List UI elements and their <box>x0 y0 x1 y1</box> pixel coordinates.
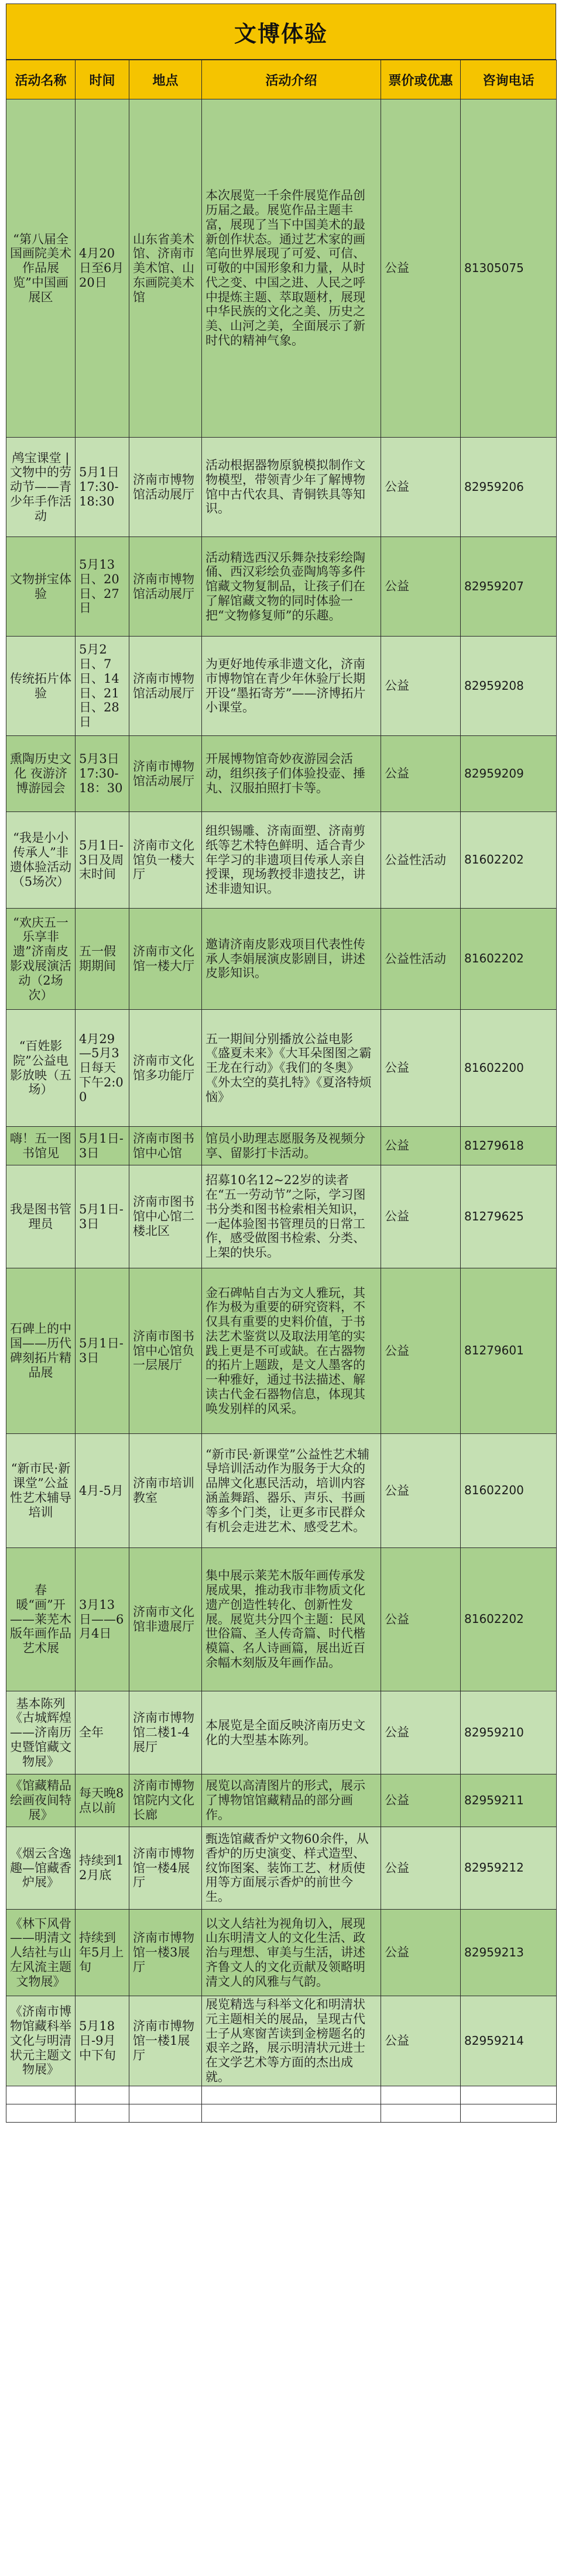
cell-fee: 公益 <box>381 1268 461 1434</box>
empty-cell <box>76 2104 129 2122</box>
cell-name: “百姓影院”公益电影放映（五场） <box>6 1010 76 1127</box>
cell-place: 济南市文化馆一楼大厅 <box>129 909 202 1010</box>
page-title: 文博体验 <box>6 4 556 60</box>
cell-place: 济南市博物馆一楼1展厅 <box>129 1996 202 2086</box>
cell-fee: 公益 <box>381 1165 461 1268</box>
cell-time: 4月-5月 <box>76 1434 129 1548</box>
empty-cell <box>461 2104 557 2122</box>
cell-name: “欢庆五一 乐享非遗”济南皮影戏展演活动（2场次） <box>6 909 76 1010</box>
cell-fee: 公益 <box>381 1691 461 1774</box>
table-row <box>6 637 557 736</box>
empty-cell <box>129 2104 202 2122</box>
cell-place: 济南市博物馆一楼4展厅 <box>129 1827 202 1910</box>
table-row <box>6 1996 557 2086</box>
header-intro: 活动介绍 <box>202 60 381 99</box>
empty-cell <box>202 2086 381 2104</box>
cell-tel: 81279625 <box>461 1165 557 1268</box>
cell-place: 济南市博物馆二楼1-4展厅 <box>129 1691 202 1774</box>
cell-name: “新市民·新课堂”公益性艺术辅导培训 <box>6 1434 76 1548</box>
cell-fee: 公益 <box>381 438 461 537</box>
table-header-row <box>6 60 557 99</box>
cell-name: 我是图书管理员 <box>6 1165 76 1268</box>
cell-time: 每天晚8点以前 <box>76 1774 129 1827</box>
cell-tel: 82959212 <box>461 1827 557 1910</box>
cell-name: 嗨！五一图书馆见 <box>6 1127 76 1165</box>
cell-name: 传统拓片体验 <box>6 637 76 736</box>
cell-fee: 公益 <box>381 1548 461 1691</box>
cell-intro: 为更好地传承非遗文化，济南市博物馆在青少年休验厅长期开设“墨拓寄芳”——济博拓片小课堂。 <box>202 637 381 736</box>
table-row <box>6 1268 557 1434</box>
table-row <box>6 438 557 537</box>
cell-intro: 活动根据器物原貌模拟制作文物模型，带领青少年了解博物馆中古代农具、青铜铁具等知识。 <box>202 438 381 537</box>
table-row <box>6 1127 557 1165</box>
cell-time: 持续到年5月上旬 <box>76 1910 129 1996</box>
empty-row <box>6 2086 557 2104</box>
cell-tel: 81602200 <box>461 1434 557 1548</box>
cell-time: 持续到12月底 <box>76 1827 129 1910</box>
events-table <box>6 60 557 2123</box>
cell-fee: 公益 <box>381 736 461 812</box>
cell-time: 5月13日、20日、27日 <box>76 537 129 637</box>
cell-name: 石碑上的中国——历代碑刻拓片精品展 <box>6 1268 76 1434</box>
cell-time: 5月18日-9月中下旬 <box>76 1996 129 2086</box>
empty-cell <box>76 2086 129 2104</box>
cell-name: “我是小小传承人”非遗体验活动（5场次） <box>6 812 76 909</box>
table-row <box>6 812 557 909</box>
cell-name: 《济南市博物馆藏科举文化与明清状元主题文物展》 <box>6 1996 76 2086</box>
cell-tel: 81279601 <box>461 1268 557 1434</box>
cell-fee: 公益 <box>381 1434 461 1548</box>
cell-place: 济南市博物馆活动展厅 <box>129 736 202 812</box>
cell-time: 全年 <box>76 1691 129 1774</box>
header-name: 活动名称 <box>6 60 76 99</box>
cell-tel: 82959214 <box>461 1996 557 2086</box>
cell-time: 4月29—5月3日每天下午2:00 <box>76 1010 129 1127</box>
cell-place: 济南市博物馆活动展厅 <box>129 637 202 736</box>
table-row <box>6 1165 557 1268</box>
cell-time: 4月20日至6月20日 <box>76 99 129 438</box>
cell-intro: 馆员小助理志愿服务及视频分享、留影打卡活动。 <box>202 1127 381 1165</box>
cell-place: 山东省美术馆、济南市美术馆、山东画院美术馆 <box>129 99 202 438</box>
cell-intro: 五一期间分别播放公益电影《盛夏未来》《大耳朵图图之霸王龙在行动》《我们的冬奥》《外太空的莫扎特》《夏洛特烦恼》 <box>202 1010 381 1127</box>
table-row <box>6 537 557 637</box>
cell-intro: 邀请济南皮影戏项目代表性传承人李娟展演皮影剧目，讲述皮影知识。 <box>202 909 381 1010</box>
cell-intro: 甄选馆藏香炉文物60余件，从香炉的历史演变、样式造型、纹饰图案、装饰工艺、材质使用等方面展示香炉的前世今生。 <box>202 1827 381 1910</box>
table-body <box>6 99 557 2123</box>
cell-tel: 82959208 <box>461 637 557 736</box>
cell-time: 5月1日17:30-18:30 <box>76 438 129 537</box>
table-row <box>6 99 557 438</box>
cell-fee: 公益 <box>381 1774 461 1827</box>
cell-fee: 公益 <box>381 1910 461 1996</box>
empty-cell <box>129 2086 202 2104</box>
cell-place: 济南市培训教室 <box>129 1434 202 1548</box>
cell-fee: 公益性活动 <box>381 909 461 1010</box>
cell-intro: 展览以高清图片的形式，展示了博物馆馆藏精品的部分画作。 <box>202 1774 381 1827</box>
cell-intro: 招募10名12~22岁的读者在“五一劳动节”之际，学习图书分类和图书检索相关知识，一起体验图书管理员的日常工作，感受做图书检索、分类、上架的快乐。 <box>202 1165 381 1268</box>
header-place: 地点 <box>129 60 202 99</box>
header-tel: 咨询电话 <box>461 60 557 99</box>
cell-fee: 公益 <box>381 99 461 438</box>
cell-tel: 82959211 <box>461 1774 557 1827</box>
cell-intro: “新市民·新课堂”公益性艺术辅导培训活动作为服务于大众的品牌文化惠民活动，培训内容涵盖舞蹈、器乐、声乐、书画等多个门类，让更多市民群众有机会走进艺术、感受艺术。 <box>202 1434 381 1548</box>
cell-time: 5月1日-3日 <box>76 1127 129 1165</box>
cell-fee: 公益 <box>381 537 461 637</box>
header-time: 时间 <box>76 60 129 99</box>
cell-time: 5月1日-3日及周末时间 <box>76 812 129 909</box>
cell-tel: 81602202 <box>461 812 557 909</box>
cell-place: 济南市图书馆中心馆负一层展厅 <box>129 1268 202 1434</box>
cell-tel: 81602200 <box>461 1010 557 1127</box>
cell-place: 济南市文化馆负一楼大厅 <box>129 812 202 909</box>
cell-name: 熏陶历史文化 夜游济博游园会 <box>6 736 76 812</box>
cell-place: 济南市图书馆中心馆 <box>129 1127 202 1165</box>
cell-name: “第八届全国画院美术作品展览”中国画展区 <box>6 99 76 438</box>
cell-tel: 81602202 <box>461 1548 557 1691</box>
cell-tel: 82959207 <box>461 537 557 637</box>
events-sheet <box>6 4 556 2123</box>
cell-name: 春暖“画”开——莱芜木版年画作品艺术展 <box>6 1548 76 1691</box>
empty-cell <box>461 2086 557 2104</box>
table-row <box>6 1827 557 1910</box>
cell-name: 《馆藏精品绘画夜间特展》 <box>6 1774 76 1827</box>
cell-time: 3月13日——6月4日 <box>76 1548 129 1691</box>
cell-intro: 以文人结社为视角切入，展现山东明清文人的文化生活、政治与理想、审美与生活，讲述齐鲁文人的文化贡献及领略明清文人的风雅与气韵。 <box>202 1910 381 1996</box>
cell-intro: 组织锡雕、济南面塑、济南剪纸等艺术特色鲜明、适合青少年学习的非遗项目传承人亲自授课，现场教授非遗技艺，讲述非遗知识。 <box>202 812 381 909</box>
empty-cell <box>202 2104 381 2122</box>
cell-place: 济南市图书馆中心馆二楼北区 <box>129 1165 202 1268</box>
cell-tel: 82959209 <box>461 736 557 812</box>
cell-name: 文物拼宝体验 <box>6 537 76 637</box>
cell-place: 济南市博物馆活动展厅 <box>129 537 202 637</box>
empty-cell <box>381 2104 461 2122</box>
cell-place: 济南市文化馆多功能厅 <box>129 1010 202 1127</box>
cell-tel: 82959206 <box>461 438 557 537</box>
cell-intro: 活动精选西汉乐舞杂技彩绘陶俑、西汉彩绘负壶陶鸠等多件馆藏文物复制品，让孩子们在了解馆藏文物的同时体验一把“文物修复师”的乐趣。 <box>202 537 381 637</box>
cell-fee: 公益 <box>381 637 461 736</box>
empty-cell <box>6 2086 76 2104</box>
cell-fee: 公益 <box>381 1010 461 1127</box>
cell-place: 济南市博物馆活动展厅 <box>129 438 202 537</box>
cell-time: 5月1日-3日 <box>76 1165 129 1268</box>
cell-intro: 集中展示莱芜木版年画传承发展成果，推动我市非物质文化遗产创造性转化、创新性发展。展览共分四个主题：民风世俗篇、圣人传奇篇、时代楷模篇、名人诗画篇，展出近百余幅木刻版及年画作品。 <box>202 1548 381 1691</box>
cell-tel: 81279618 <box>461 1127 557 1165</box>
empty-row <box>6 2104 557 2122</box>
table-row <box>6 1548 557 1691</box>
cell-fee: 公益性活动 <box>381 812 461 909</box>
table-row <box>6 736 557 812</box>
table-row <box>6 1010 557 1127</box>
cell-intro: 展览精选与科举文化和明清状元主题相关的展品，呈现古代士子从寒窗苦读到金榜题名的艰辛之路，展示明清状元进士在文学艺术等方面的杰出成就。 <box>202 1996 381 2086</box>
cell-place: 济南市文化馆非遗展厅 <box>129 1548 202 1691</box>
table-row <box>6 1910 557 1996</box>
cell-name: 《烟云含逸趣—馆藏香炉展》 <box>6 1827 76 1910</box>
table-row <box>6 1434 557 1548</box>
cell-tel: 82959213 <box>461 1910 557 1996</box>
cell-tel: 81602202 <box>461 909 557 1010</box>
cell-fee: 公益 <box>381 1996 461 2086</box>
cell-time: 5月1日-3日 <box>76 1268 129 1434</box>
cell-name: 基本陈列《古城辉煌——济南历史暨馆藏文物展》 <box>6 1691 76 1774</box>
cell-intro: 金石碑帖自古为文人雅玩，其作为极为重要的研究资料，不仅具有重要的史料价值，于书法艺术鉴赏以及取法用笔的实践上更是不可或缺。在古器物的拓片上题跋，是文人墨客的一种雅好，通过书法描述、解读古代金石器物信息，体现其唤发别样的风采。 <box>202 1268 381 1434</box>
cell-place: 济南市博物馆一楼3展厅 <box>129 1910 202 1996</box>
header-fee: 票价或优惠 <box>381 60 461 99</box>
cell-fee: 公益 <box>381 1127 461 1165</box>
cell-time: 五一假期期间 <box>76 909 129 1010</box>
cell-name: 鸬宝课堂 | 文物中的劳动节——青少年手作活动 <box>6 438 76 537</box>
cell-time: 5月3日17:30-18：30 <box>76 736 129 812</box>
table-row <box>6 909 557 1010</box>
table-row <box>6 1691 557 1774</box>
cell-place: 济南市博物馆院内文化长廊 <box>129 1774 202 1827</box>
cell-name: 《林下风骨——明清文人结社与山左风流主题文物展》 <box>6 1910 76 1996</box>
cell-fee: 公益 <box>381 1827 461 1910</box>
table-row <box>6 1774 557 1827</box>
empty-cell <box>6 2104 76 2122</box>
cell-tel: 82959210 <box>461 1691 557 1774</box>
cell-intro: 本次展览一千余件展览作品创历届之最。展览作品主题丰富，展现了当下中国美术的最新创作状态。通过艺术家的画笔向世界展现了可爱、可信、可敬的中国形象和力量，从时代之变、中国之进、人民之呼中提炼主题、萃取题材，展现中华民族的文化之美、历史之美、山河之美，全面展示了新时代的精神气象。 <box>202 99 381 438</box>
cell-tel: 81305075 <box>461 99 557 438</box>
cell-time: 5月2日、7日、14日、21日、28日 <box>76 637 129 736</box>
empty-cell <box>381 2086 461 2104</box>
cell-intro: 本展览是全面反映济南历史文化的大型基本陈列。 <box>202 1691 381 1774</box>
cell-intro: 开展博物馆奇妙夜游园会活动，组织孩子们体验投壶、捶丸、汉服拍照打卡等。 <box>202 736 381 812</box>
